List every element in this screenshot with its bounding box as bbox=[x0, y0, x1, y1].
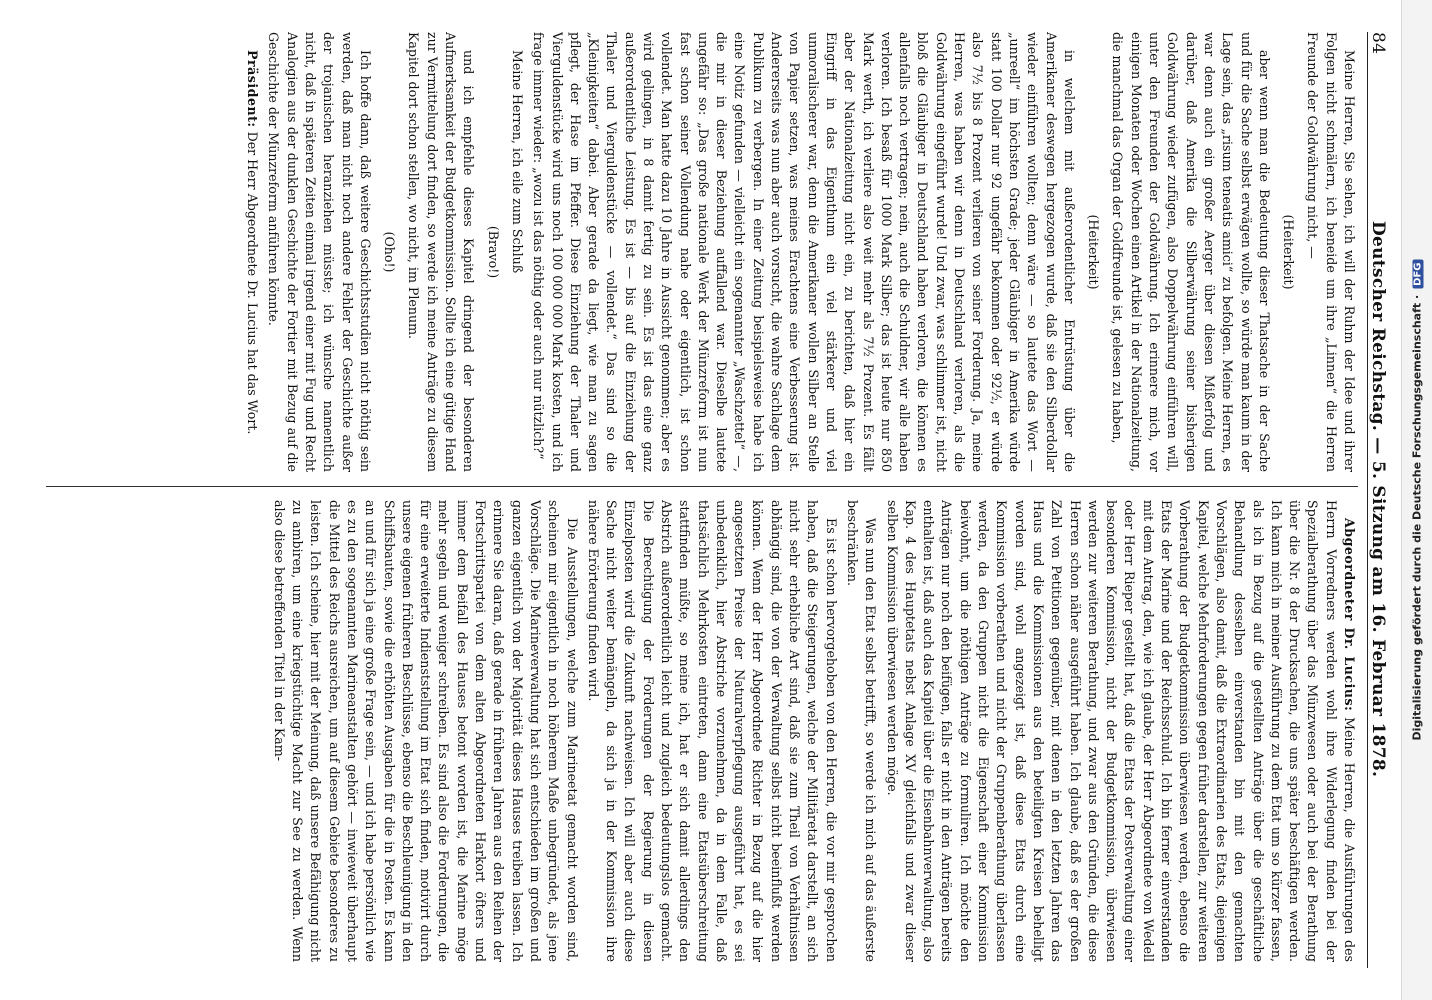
stage-direction: (Heiterkeit) bbox=[1281, 214, 1297, 290]
speaker-name: Präsident: bbox=[245, 50, 261, 128]
paragraph: Was nun den Etat selbst betrifft, so werde ich mich auf das äußerste beschränken. bbox=[844, 500, 879, 962]
paragraph bbox=[243, 32, 261, 472]
paragraph: aber wenn man die Bedeutung dieser Thatsache in der Sache und für die Sache selbst erwägen wollte, so würde man kaum in der Lage sein, das „risum teneatis amici“ zu befolgen. Meine Herren, es war denn auch ein großer Aerger über diesen Mißerfolg und darüber, daß Amerika die Silberwährung seiner bisherigen Goldwährung wieder zufügen, also Doppelwährung einführen will, unter den Freunden der Goldwährung. Ich erinnere mich, vor einigen Monaten oder Wochen einen Artikel in der Nationalzeitung, die manchmal das Organ der Goldfreunde ist, gelesen zu haben, bbox=[1110, 32, 1272, 472]
digitization-sidebar bbox=[1401, 0, 1432, 1000]
paragraph: Meine Herren, ich eile zum Schluß bbox=[509, 50, 525, 274]
paragraph: Die Ausstellungen, welche zum Marineetat gemacht worden sind, scheinen mir eigentlich in noch höherem Maße unbegründet, als jene Vorschläge. Die Marineverwaltung hat sich entschieden im großen und ganzen eigentlich von der Majorität dieses Hauses treiben lassen. Ich erinnere Sie daran, daß gerade in früheren Jahren aus den Reihen der Fortschrittspartei von dem alten Abgeordneten Harkort öfters und immer dem Beifall des Hauses betont worden ist, die Marine möge mehr segeln und weniger schreiben. Es sind also die Forderungen, die für eine erweiterte Indienststellung im Etat sich finden, motivirt durch unsere eigenen früheren Beschlüsse, ebenso die Beschleunigung in den Schiffsbauten, sowie die erhöhten Ausgaben für die in Posten. Es kann an und für sich ja eine große Frage sein, — und ich habe persönlich wie es zu den sogenannten Marineanstalten gehört — inwieweit überhaupt die Mittel des Reichs ausreichen, um auf diesem Gebiete besonderes zu leisten. Ich scheine, hier mit der Meinung, daß unsere Befähigung nicht zu ambiren, um eine kriegstüchtige Macht zur See zu werden. Wenn also diese betreffenden Titel in der Kam- bbox=[271, 500, 580, 962]
left-column bbox=[46, 32, 1358, 472]
credit-text: Digitalisierung gefördert durch die Deutsche Forschungsgemeinschaft · bbox=[1410, 294, 1424, 741]
paragraph: Es ist schon hervorgehoben von den Herren, die vor mir gesprochen haben, daß die Steigerungen, welche der Militäretat darstellt, an sich nicht sehr erhebliche Art sind, daß sie zum Theil von Verhältnissen abhängig sind, die von der Verwaltung selbst nicht beeinflußt werden können. Wenn der Herr Abgeordnete Richter in Bezug auf die hier angesetzten Preise der Naturalverpflegung ausgeführt hat, es sei unbedenklich, hier Abstriche vorzunehmen, da in dem Falle, daß thatsächlich Mehrkosten eintreten, dann eine Etatsüberschreitung stattfinden müßte, so meine ich, hat er sich damit allerdings den Abstrich außerordentlich leicht und zugleich bedeutungslos gemacht. Die Berechtigung der Forderungen der Regierung in diesen Einzelposten wird die Zukunft nachweisen. Ich will aber auch diese Sache nicht weiter bemängeln, da sich ja in der Kommission ihre nähere Erörterung finden wird. bbox=[585, 500, 839, 962]
digitization-credit bbox=[1411, 259, 1424, 740]
paragraph bbox=[882, 500, 1358, 962]
page-number: 84 bbox=[1368, 32, 1388, 55]
stage-direction: (Bravo!) bbox=[485, 225, 501, 279]
column-divider bbox=[46, 486, 1358, 487]
speech-text: Der Herr Abgeordnete Dr. Lucius hat das Wort. bbox=[245, 131, 261, 435]
paragraph: in welchem mit außerordentlicher Entrüstung über die Amerikaner deswegen hergezogen wurde, daß sie den Silberdollar wieder einführen wollten; denn wäre — so lautete das Wort — „unreell“ im höchsten Grade; jeder Gläubiger in Amerika würde statt 100 Dollar nur 92 ungefähr bekommen oder 92½, er würde also 7½ bis 8 Prozent verlieren von seiner Forderung. Ja, meine Herren, was haben wir denn in Deutschland verloren, als die Goldwährung eingeführt wurde! Und zwar, was schlimmer ist, nicht bloß die Gläubiger in Deutschland haben verloren, die können es allenfalls noch vertragen; nein, auch die Schuldner, wir alle haben verloren. Ich besaß für 1000 Mark Silber; das ist heute nur 850 Mark werth, ich verliere also weit mehr als 7½ Prozent. Es fällt aber der Nationalzeitung nicht ein, zu berichten, daß hier ein Eingriff in das Eigenthum ein viel stärkerer und viel unmoralischerer war, denn die Amerikaner wollen Silber an Stelle von Papier setzen, was meines Erachtens eine Verbesserung ist. Andererseits was nun aber auch vorsucht, die wahre Sachlage dem Publikum zu verbergen. In einer Zeitung beispielsweise habe ich eine Notiz gefunden — vielleicht ein sogenannter „Waschzettel“ —, die mir in dieser Beziehung auffallend war. Dieselbe lautete ungefähr so: „Das große nationale Werk der Münzreform ist nun fast schon seiner Vollendung nahe oder eigentlich, ist schon vollendet. Man hatte dazu 10 Jahre in Aussicht genommen; aber es wird gelingen, in 8 damit fertig zu sein. Es ist das eine ganz außerordentliche Leistung. Es ist — bis auf die Einziehung der Thaler und Vierguldenstücke — vollendet.“ Das sind so die „Kleinigkeiten“ dabei. Aber gerade da liegt, wie man zu sagen pflegt, der Hase im Pfeffer. Diese Einziehung der Thaler und Vierguldenstücke wird uns noch 100 000 000 Mark kosten, und ich frage immer wieder: „wozu ist das nöthig oder auch nur nützlich?“ bbox=[531, 32, 1077, 472]
stage-direction: (Oho!) bbox=[382, 231, 398, 273]
dfg-logo: DFG bbox=[1413, 259, 1424, 288]
page-title: Deutscher Reichstag. — 5. Sitzung am 16. Februar 1878. bbox=[1368, 220, 1388, 778]
speaker-name: Abgeordneter Dr. Lucius: bbox=[1342, 518, 1357, 712]
page-header bbox=[1367, 32, 1396, 968]
paragraph: Ich hoffe dann, daß weitere Geschichtsstudien nicht nöthig sein werden, daß man nicht noch andere Fehler der Geschichte außer der trojanischen heranziehen müsste; ich wünsche namentlich nicht, daß in späteren Zeiten einmal irgend einer mit Fug und Recht Analogien aus der dunklen Geschichte der Fortier mit Bezug auf die Geschichte der Münzreform anführen könnte. bbox=[266, 32, 373, 472]
stage-direction: (Heiterkeit) bbox=[1086, 214, 1102, 290]
speech-text: Meine Herren, die Ausführungen des Herrn Vorredners werden wohl ihre Widerlegung finden bei der Spezialberathung über das Münzwesen oder auch bei der Berathung über die Nr. 8 der Drucksachen, die uns später beschäftigen werden. Ich kann mich in meiner Ausführung zu dem Etat um so kürzer fassen, als ich in Bezug auf die gestellten Anträge über die geschäftliche Behandlung desselben einverstanden bin mit den gemachten Vorschlägen, also damit, daß die Extraordinarien des Etats, diejenigen Kapitel, welche Mehrforderungen gegen früher darstellen, zur weiteren Vorberathung der Budgetkommission überwiesen werden, ebenso die Etats der Marine und der Reichsschuld. Ich bin ferner einverstanden mit dem Antrag, den, wie ich glaube, der Herr Abgeordnete von Wedell oder Herr Rieper gestellt hat, daß die Etats der Postverwaltung einer besonderen Kommission, nicht der Budgetkommission, überwiesen werden zur weiteren Berathung, und zwar aus den Gründen, die diese Herren schon näher ausgeführt haben. Ich glaube, daß es der großen Zahl von Petitionen gegenüber, mit denen in den letzten Jahren das Haus und die Kommissionen aus den beteiligten Kreisen behelligt worden sind, wohl angezeigt ist, daß diese Etats durch eine Kommission vorberathen und nicht der Gruppenberathung überlassen werden, da den Gruppen nicht die Eigenschaft einer Kommission beiwohnt, um die nöthigen Anträge zu formuliren. Ich möchte den Anträgen nur noch den beifügen, falls er nicht in den Anträgen bereits enthalten ist, daß auch das Kapitel über die Eisenbahnverwaltung, also Kap. 4 des Hauptetats nebst Anlage XV gleichfalls und zwar dieser selben Kommission überwiesen werden möge. bbox=[884, 500, 1357, 962]
rotated-page bbox=[26, 20, 1406, 980]
paragraph: und ich empfehle dieses Kapitel dringend der besonderen Aufmerksamkeit der Budgetkommission. Sollte ich eine gütige Hand zur Vermittelung dort finden, so werde ich meine Anträge zu diesem Kapitel dort schon stellen, wo nicht, im Plenum. bbox=[406, 32, 477, 472]
paragraph: Meine Herren, Sie sehen, ich will der Ruhm der Idee und ihrer Folgen nicht schmälern, ich beneide um ihre „Linnen“ die Herren Freunde der Goldwährung nicht, — bbox=[1305, 32, 1357, 472]
right-column bbox=[46, 500, 1358, 962]
